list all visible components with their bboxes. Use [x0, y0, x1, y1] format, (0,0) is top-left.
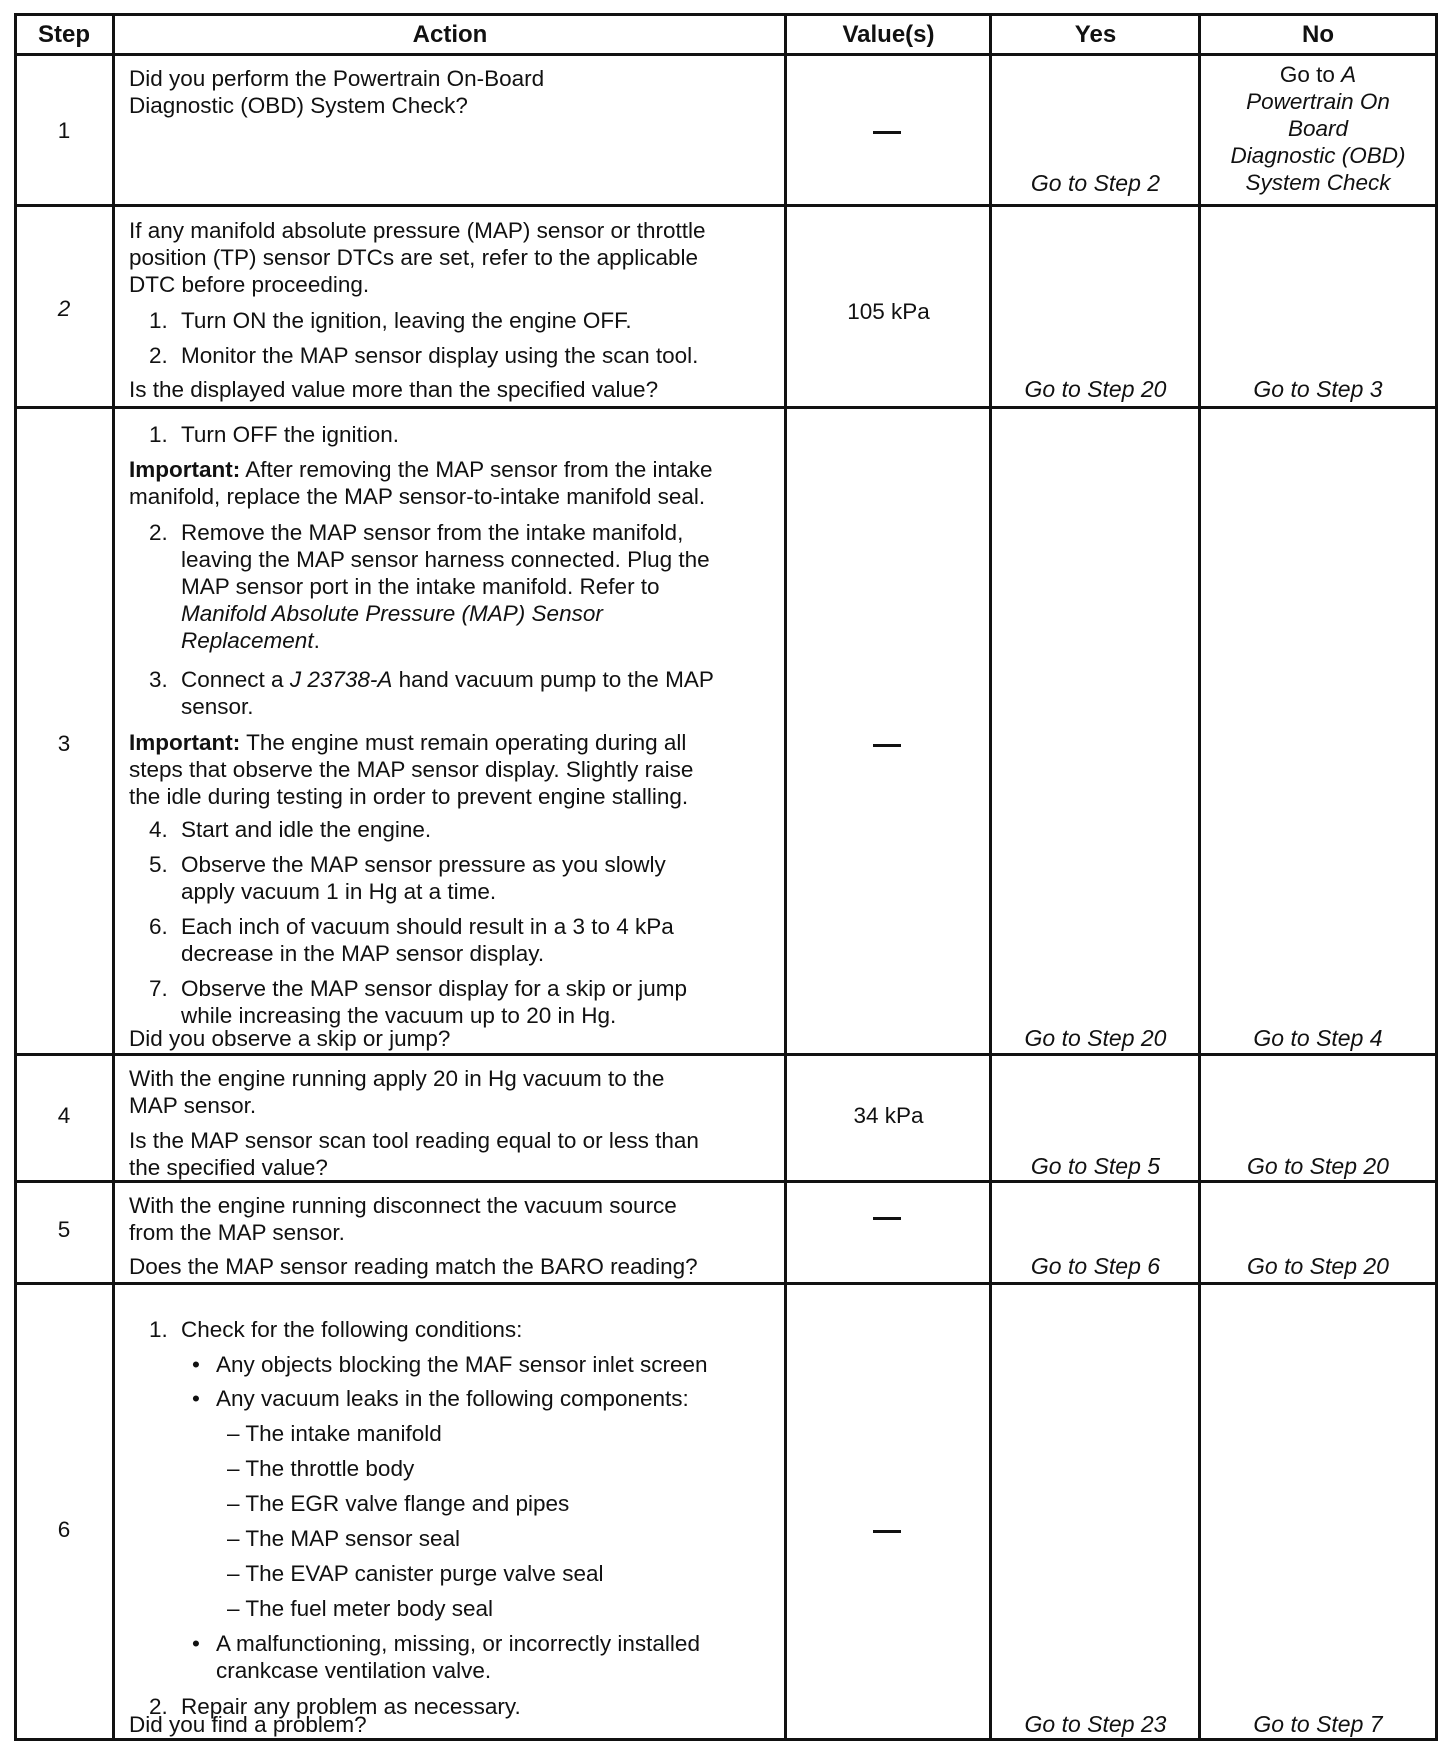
specified-value: 105 kPa [847, 299, 930, 324]
header-step: Step [37, 21, 90, 48]
step-line: decrease in the MAP sensor display. [181, 941, 545, 966]
table-rule [989, 13, 992, 1741]
table-rule [784, 13, 787, 1741]
sub-item-text: The EGR valve flange and pipes [245, 1491, 570, 1516]
step-number: 4 [57, 1103, 71, 1128]
step-number: 6 [57, 1517, 71, 1542]
no-goto-step-20[interactable]: Go to Step 20 [1247, 1253, 1389, 1279]
step-line: leaving the MAP sensor harness connected. Plug the [181, 547, 710, 572]
action-line: Diagnostic (OBD) System Check? [129, 93, 468, 118]
yes-goto-step-20[interactable]: Go to Step 20 [1024, 1025, 1167, 1051]
numbered-step [149, 307, 779, 334]
header-action: Action [412, 21, 488, 48]
step-index: 7. [149, 976, 168, 1001]
note-line [129, 729, 784, 756]
step-body [181, 913, 781, 967]
specified-value: 34 kPa [853, 1103, 924, 1128]
no-goto-line [1200, 61, 1436, 88]
step-index: 5. [149, 852, 168, 877]
step-index: 2. [149, 520, 168, 545]
question-text [129, 1127, 779, 1181]
question-text: Did you observe a skip or jump? [129, 1026, 451, 1051]
step-line [181, 627, 781, 654]
no-goto-step-4[interactable]: Go to Step 4 [1253, 1025, 1383, 1051]
step-index: 6. [149, 914, 168, 939]
step-line: Each inch of vacuum should result in a 3 to 4 kPa [181, 914, 674, 939]
step-number: 3 [57, 731, 71, 756]
no-value-dash [873, 1530, 901, 1533]
step-number: 2 [57, 296, 71, 321]
numbered-step [149, 342, 779, 369]
action-text [129, 217, 779, 298]
bullet-glyph: • [192, 1386, 200, 1411]
note-line: manifold, replace the MAP sensor-to-intake manifold seal. [129, 484, 706, 509]
action-line: Did you perform the Powertrain On-Board [129, 66, 545, 91]
header-yes: Yes [1074, 21, 1117, 48]
bullet-item [192, 1385, 782, 1412]
note-line: the idle during testing in order to prevent engine stalling. [129, 784, 689, 809]
important-label: Important: [129, 730, 241, 755]
sub-item-text: The throttle body [245, 1456, 415, 1481]
tool-reference: J 23738-A [289, 667, 393, 692]
sub-item-text: The MAP sensor seal [245, 1526, 461, 1551]
table-rule [1435, 13, 1438, 1741]
action-line: With the engine running disconnect the vacuum source [129, 1193, 677, 1218]
important-note [129, 456, 784, 510]
note-line: steps that observe the MAP sensor display. Slightly raise [129, 757, 694, 782]
bullet-body [216, 1630, 782, 1684]
no-goto-step-3[interactable]: Go to Step 3 [1253, 376, 1383, 402]
yes-goto-step-20[interactable]: Go to Step 20 [1024, 376, 1167, 402]
table-rule [14, 1738, 1438, 1741]
step-line: while increasing the vacuum up to 20 in Hg. [181, 1003, 617, 1028]
step-body [181, 851, 781, 905]
bullet-text: Any objects blocking the MAF sensor inlet screen [216, 1352, 708, 1377]
step-text: Connect a [181, 667, 290, 692]
step-body [181, 519, 781, 654]
question-text: Did you find a problem? [129, 1712, 367, 1737]
sub-item: – The throttle body [227, 1456, 415, 1481]
step-line-end: . [313, 628, 320, 653]
step-index: 4. [149, 817, 168, 842]
step-text: hand vacuum pump to the MAP [392, 667, 714, 692]
bullet-text: Any vacuum leaks in the following components: [216, 1386, 689, 1411]
numbered-step [149, 975, 784, 1028]
bullet-item [192, 1630, 782, 1683]
sub-item-text: The EVAP canister purge valve seal [245, 1561, 604, 1586]
bullet-glyph: • [192, 1352, 200, 1377]
reference-link[interactable]: Manifold Absolute Pressure (MAP) Sensor [181, 601, 603, 626]
table-rule [14, 13, 1438, 16]
no-goto-ref: System Check [1245, 170, 1391, 195]
step-line: Observe the MAP sensor display for a skip or jump [181, 976, 688, 1001]
action-line: from the MAP sensor. [129, 1220, 345, 1245]
table-rule [14, 1053, 1438, 1056]
question-text: Does the MAP sensor reading match the BARO reading? [129, 1254, 698, 1279]
question-line: the specified value? [129, 1155, 328, 1180]
sub-item: – The intake manifold [227, 1421, 442, 1446]
action-text [129, 1065, 779, 1119]
step-body [181, 975, 781, 1029]
header-no: No [1302, 21, 1334, 48]
numbered-step [149, 913, 784, 966]
step-line [181, 666, 781, 693]
step-index: 2. [149, 343, 168, 368]
table-rule [14, 406, 1438, 409]
header-values: Value(s) [842, 21, 935, 48]
bullet-glyph: • [192, 1631, 200, 1656]
step-index: 3. [149, 667, 168, 692]
bullet-line: A malfunctioning, missing, or incorrectly installed [216, 1631, 700, 1656]
bullet-line: crankcase ventilation valve. [216, 1658, 492, 1683]
action-line: position (TP) sensor DTCs are set, refer to the applicable [129, 245, 698, 270]
step-number: 5 [57, 1217, 71, 1242]
important-note [129, 729, 784, 810]
question-text: Is the displayed value more than the specified value? [129, 377, 659, 402]
step-text: Check for the following conditions: [181, 1317, 523, 1342]
step-line: sensor. [181, 694, 254, 719]
yes-goto-step-23[interactable]: Go to Step 23 [1024, 1711, 1167, 1737]
step-line: apply vacuum 1 in Hg at a time. [181, 879, 497, 904]
action-text [129, 65, 779, 119]
important-label: Important: [129, 457, 241, 482]
diagnostic-table [14, 13, 1438, 1741]
step-line: MAP sensor port in the intake manifold. Refer to [181, 574, 660, 599]
yes-goto-step-2[interactable]: Go to Step 2 [1030, 170, 1161, 196]
step-text: Turn ON the ignition, leaving the engine OFF. [181, 308, 632, 333]
question-line: Is the MAP sensor scan tool reading equal to or less than [129, 1128, 699, 1153]
no-goto-prefix: Go to [1279, 62, 1342, 87]
step-text: Turn OFF the ignition. [181, 422, 400, 447]
action-text [129, 1192, 779, 1246]
sub-item: – The MAP sensor seal [227, 1526, 461, 1551]
yes-goto-step-5[interactable]: Go to Step 5 [1030, 1153, 1161, 1179]
table-rule [1198, 13, 1201, 1741]
numbered-step [149, 666, 784, 719]
sub-item-text: The fuel meter body seal [245, 1596, 493, 1621]
sub-item: – The EVAP canister purge valve seal [227, 1561, 604, 1586]
action-line: If any manifold absolute pressure (MAP) sensor or throttle [129, 218, 706, 243]
step-text: Monitor the MAP sensor display using the scan tool. [181, 343, 699, 368]
no-goto-obd-check[interactable] [1200, 61, 1436, 196]
action-line: With the engine running apply 20 in Hg vacuum to the [129, 1066, 665, 1091]
table-rule [14, 1282, 1438, 1285]
step-text: Repair any problem as necessary. [181, 1694, 521, 1719]
sub-item: – The EGR valve flange and pipes [227, 1491, 570, 1516]
no-goto-ref: Board [1287, 116, 1349, 141]
no-value-dash [873, 744, 901, 747]
numbered-step [149, 851, 784, 904]
sub-item-text: The intake manifold [245, 1421, 442, 1446]
no-value-dash [873, 1217, 901, 1220]
step-line: Observe the MAP sensor pressure as you slowly [181, 852, 666, 877]
no-goto-ref: A [1341, 62, 1357, 87]
step-number: 1 [57, 118, 71, 143]
numbered-step [149, 1316, 784, 1343]
action-line: MAP sensor. [129, 1093, 257, 1118]
numbered-step [149, 816, 784, 843]
numbered-step [149, 519, 784, 653]
no-value-dash [873, 131, 901, 134]
step-index: 1. [149, 422, 168, 447]
note-text: The engine must remain operating during all [246, 730, 687, 755]
no-goto-ref: Powertrain On [1246, 89, 1390, 114]
step-body [181, 666, 781, 720]
table-rule [14, 13, 17, 1741]
step-index: 1. [149, 1317, 168, 1342]
action-line: DTC before proceeding. [129, 272, 370, 297]
reference-link[interactable]: Replacement [181, 628, 314, 653]
yes-goto-step-6[interactable]: Go to Step 6 [1030, 1253, 1161, 1279]
step-index: 1. [149, 308, 168, 333]
note-text: After removing the MAP sensor from the intake [245, 457, 713, 482]
no-goto-ref: Diagnostic (OBD) [1230, 143, 1406, 168]
bullet-item [192, 1351, 782, 1378]
step-line: Remove the MAP sensor from the intake manifold, [181, 520, 684, 545]
no-goto-step-20[interactable]: Go to Step 20 [1247, 1153, 1389, 1179]
table-rule [14, 204, 1438, 207]
numbered-step [149, 421, 779, 448]
note-line [129, 456, 784, 483]
sub-item: – The fuel meter body seal [227, 1596, 493, 1621]
no-goto-step-7[interactable]: Go to Step 7 [1253, 1711, 1383, 1737]
step-text: Start and idle the engine. [181, 817, 432, 842]
table-rule [14, 53, 1438, 56]
step-index: 2. [149, 1694, 168, 1719]
table-rule [112, 13, 115, 1741]
